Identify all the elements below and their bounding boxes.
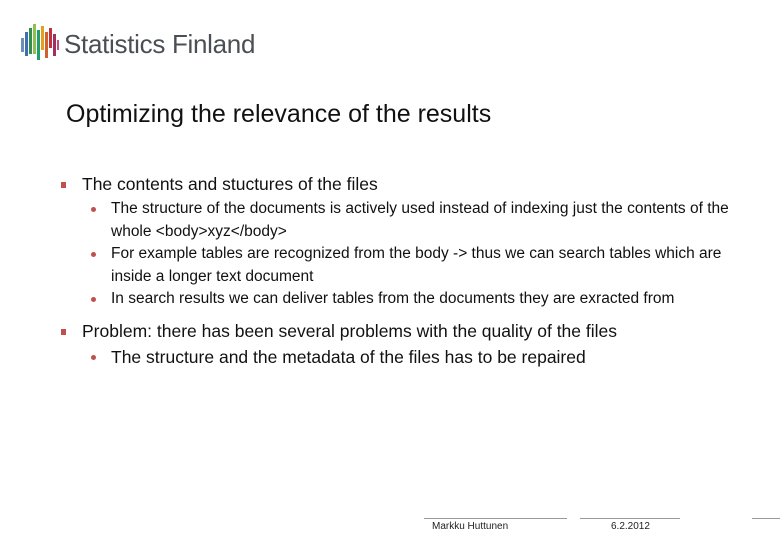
footer-author: Markku Huttunen	[432, 521, 509, 532]
round-bullet-icon	[91, 252, 96, 257]
statistics-finland-bars-logo-icon	[20, 22, 60, 66]
sub-bullet-item	[82, 345, 750, 369]
square-bullet-icon	[61, 182, 66, 188]
sub-bullet-list	[82, 345, 750, 369]
sub-bullet-text: In search results we can deliver tables from the documents they are exracted from	[111, 290, 675, 307]
sub-bullet-list	[82, 198, 750, 311]
sub-bullet-text: The structure of the documents is actively used instead of indexing just the contents of the whole <body>xyz</body>	[111, 200, 729, 240]
footer-divider	[752, 518, 780, 519]
bullet-list	[60, 172, 750, 369]
round-bullet-icon	[91, 297, 96, 302]
round-bullet-icon	[91, 207, 96, 212]
sub-bullet-item	[82, 288, 750, 311]
bullet-text: The contents and stuctures of the files	[82, 174, 378, 194]
bullet-text: Problem: there has been several problems with the quality of the files	[82, 320, 618, 341]
slide-title: Optimizing the relevance of the results	[66, 100, 492, 128]
footer-divider	[580, 518, 680, 519]
sub-bullet-item	[82, 243, 750, 288]
footer-date: 6.2.2012	[611, 521, 650, 532]
footer-divider	[424, 518, 567, 519]
square-bullet-icon	[61, 329, 66, 335]
round-bullet-icon	[91, 355, 96, 360]
logo-text: Statistics Finland	[64, 29, 256, 59]
bullet-item	[60, 172, 750, 311]
sub-bullet-text: For example tables are recognized from the body -> thus we can search tables which are inside a longer text document	[111, 245, 722, 285]
bullet-item	[60, 319, 750, 369]
sub-bullet-text: The structure and the metadata of the files has to be repaired	[111, 346, 586, 367]
sub-bullet-item	[82, 198, 750, 243]
